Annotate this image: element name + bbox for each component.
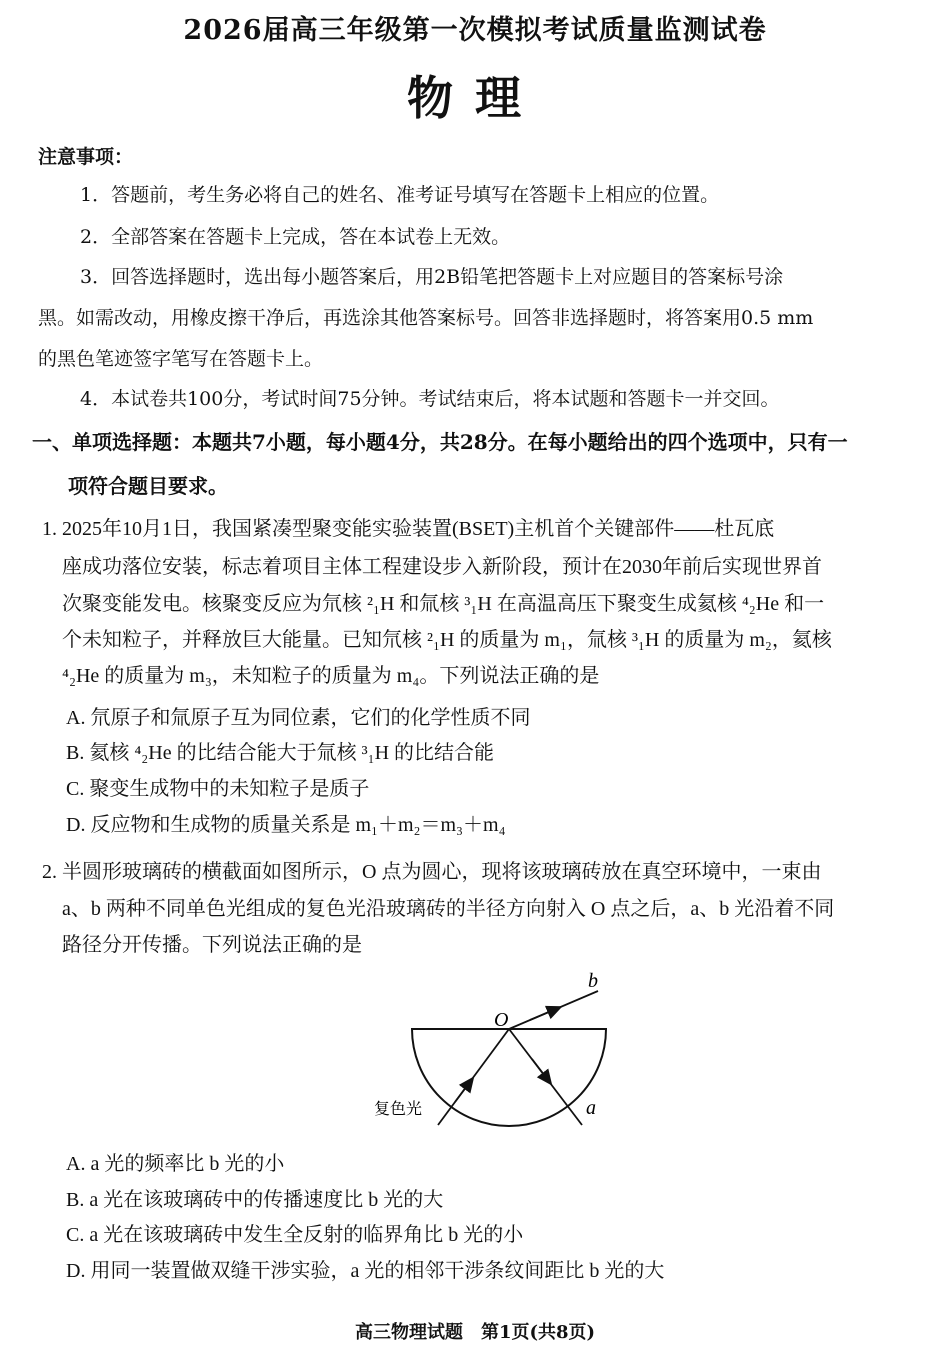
label-a: a	[586, 1097, 596, 1119]
question-2-option-c: C. a 光在该玻璃砖中发生全反射的临界角比 b 光的小	[66, 1224, 524, 1246]
incident-ray	[438, 1029, 509, 1125]
question-1-line-5: ⁴₂He 的质量为 m₃，未知粒子的质量为 m₄。下列说法正确的是	[62, 665, 600, 687]
label-composite-light: 复色光	[374, 1101, 423, 1118]
notice-item-3-line-3: 的黑色笔迹签字笔写在答题卡上。	[38, 348, 324, 370]
question-1-option-b: B. 氦核 ⁴₂He 的比结合能大于氚核 ³₁H 的比结合能	[66, 742, 495, 764]
incident-arrow	[455, 1082, 470, 1102]
subject-title: 物理	[407, 71, 543, 125]
notice-item-3-line-1: 3．回答选择题时，选出每小题答案后，用2B铅笔把答题卡上对应题目的答案标号涂	[80, 266, 784, 288]
question-2-line-3: 路径分开传播。下列说法正确的是	[62, 934, 362, 956]
question-1-line-2: 座成功落位安装，标志着项目主体工程建设步入新阶段，预计在2030年前后实现世界首	[62, 556, 822, 578]
question-2-option-b: B. a 光在该玻璃砖中的传播速度比 b 光的大	[66, 1189, 444, 1211]
exam-title: 2026届高三年级第一次模拟考试质量监测试卷	[183, 15, 767, 46]
question-1-option-c: C. 聚变生成物中的未知粒子是质子	[66, 778, 370, 800]
section-heading-line-1: 一、单项选择题：本题共7小题，每小题4分，共28分。在每小题给出的四个选项中，只有一	[32, 430, 848, 454]
question-1-option-a: A. 氘原子和氚原子互为同位素，它们的化学性质不同	[66, 707, 531, 729]
notice-item-2: 2．全部答案在答题卡上完成，答在本试卷上无效。	[80, 226, 511, 248]
notice-item-3-line-2: 黑。如需改动，用橡皮擦干净后，再选涂其他答案标号。回答非选择题时，将答案用0.5 mm	[38, 307, 814, 329]
label-o: O	[494, 1009, 509, 1031]
question-1-option-d: D. 反应物和生成物的质量关系是 m₁＋m₂＝m₃＋m₄	[66, 814, 506, 836]
question-2-option-a: A. a 光的频率比 b 光的小	[66, 1153, 285, 1175]
glass-brick-outline	[412, 1029, 606, 1126]
page-footer: 高三物理试题 第1页(共8页)	[354, 1322, 596, 1343]
notice-heading: 注意事项：	[38, 146, 134, 168]
notice-item-4: 4．本试卷共100分，考试时间75分钟。考试结束后，将本试题和答题卡一并交回。	[80, 388, 780, 410]
question-1-line-3: 次聚变能发电。核聚变反应为氘核 ²₁H 和氚核 ³₁H 在高温高压下聚变生成氦核 ⁴₂He 和一	[62, 593, 825, 615]
question-1-line-4: 个未知粒子，并释放巨大能量。已知氘核 ²₁H 的质量为 m₁，氚核 ³₁H 的质量为 m₂，氦核	[62, 629, 832, 651]
section-heading-line-2: 项符合题目要求。	[68, 474, 228, 498]
question-2-line-1: 2. 半圆形玻璃砖的横截面如图所示，O 点为圆心，现将该玻璃砖放在真空环境中，一束由	[42, 861, 822, 883]
semicircle-glass-figure	[360, 965, 640, 1130]
ray-a-arrow	[532, 1059, 548, 1080]
notice-item-1: 1．答题前，考生务必将自己的姓名、准考证号填写在答题卡上相应的位置。	[80, 184, 720, 206]
label-b: b	[588, 970, 598, 992]
question-2-line-2: a、b 两种不同单色光组成的复色光沿玻璃砖的半径方向射入 O 点之后，a、b 光沿着不同	[62, 898, 835, 920]
question-2-option-d: D. 用同一装置做双缝干涉实验，a 光的相邻干涉条纹间距比 b 光的大	[66, 1260, 665, 1282]
question-1-line-1: 1. 2025年10月1日，我国紧凑型聚变能实验装置(BSET)主机首个关键部件——杜瓦底	[42, 518, 775, 540]
ray-b-arrow	[530, 1009, 556, 1020]
